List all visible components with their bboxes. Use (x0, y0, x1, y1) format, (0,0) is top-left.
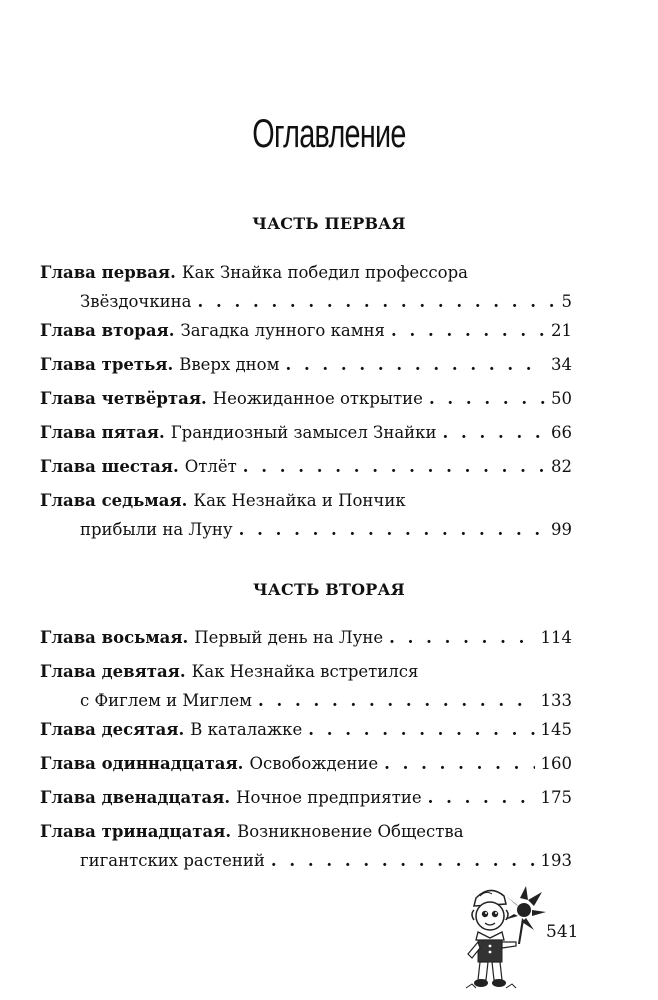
dot-leader (428, 783, 535, 812)
flower-icon (504, 886, 546, 944)
toc-entry[interactable] (40, 783, 572, 812)
chapter-label: Глава десятая. (40, 720, 185, 739)
chapter-label: Глава вторая. (40, 321, 175, 340)
toc-entry[interactable] (40, 657, 572, 715)
part-heading: ЧАСТЬ ПЕРВАЯ (252, 214, 406, 233)
page-folio: 541 (546, 922, 579, 942)
chapter-label: Глава девятая. (40, 662, 186, 681)
toc-entry[interactable] (40, 384, 572, 413)
chapter-label: Глава седьмая. (40, 491, 188, 510)
toc-entry[interactable] (40, 452, 572, 481)
chapter-title: Вверх дном (179, 355, 280, 374)
toc-entry[interactable] (40, 418, 572, 447)
neznaika-figure-icon (462, 884, 548, 992)
page-number: 82 (551, 457, 572, 476)
dot-leader (197, 287, 555, 316)
page-number: 133 (540, 691, 572, 710)
page-number: 160 (540, 754, 572, 773)
dot-leader (258, 686, 534, 715)
page-title: Оглавление (252, 112, 406, 156)
chapter-title: Отлёт (184, 457, 237, 476)
page-number: 99 (551, 520, 572, 539)
dot-leader (243, 452, 545, 481)
chapter-title: Неожиданное открытие (212, 389, 423, 408)
chapter-title: Грандиозный замысел Знайки (170, 423, 437, 442)
page-number: 145 (540, 720, 572, 739)
toc-entry[interactable] (40, 350, 572, 379)
page-number: 5 (561, 292, 572, 311)
dot-leader (384, 749, 534, 778)
dot-leader (442, 418, 545, 447)
page-number: 66 (551, 423, 572, 442)
dot-leader (429, 384, 545, 413)
chapter-title: Как Знайка победил профессора (181, 263, 468, 282)
chapter-title: Первый день на Луне (194, 628, 384, 647)
page-number: 175 (540, 788, 572, 807)
dot-leader (271, 846, 535, 875)
chapter-title: Освобождение (249, 754, 379, 773)
toc-entry[interactable] (40, 715, 572, 744)
page-number: 34 (551, 355, 572, 374)
toc-entry[interactable] (40, 623, 572, 652)
toc-entry[interactable] (40, 749, 572, 778)
dot-leader (308, 715, 534, 744)
page-number: 21 (551, 321, 572, 340)
page-number: 114 (540, 628, 572, 647)
chapter-label: Глава тринадцатая. (40, 822, 232, 841)
toc-entry[interactable] (40, 817, 572, 875)
chapter-label: Глава четвёртая. (40, 389, 207, 408)
chapter-title: Как Незнайка и Пончик (193, 491, 406, 510)
dot-leader (239, 515, 545, 544)
toc-entry[interactable] (40, 316, 572, 345)
dot-leader (389, 623, 534, 652)
chapter-title: Как Незнайка встретился (191, 662, 419, 681)
chapter-title-continuation: прибыли на Луну (80, 520, 233, 539)
chapter-label: Глава одиннадцатая. (40, 754, 244, 773)
chapter-label: Глава первая. (40, 263, 176, 282)
part-heading: ЧАСТЬ ВТОРАЯ (253, 580, 405, 599)
chapter-title: Загадка лунного камня (180, 321, 385, 340)
page-number: 50 (551, 389, 572, 408)
chapter-title-continuation: с Фиглем и Миглем (80, 691, 253, 710)
chapter-label: Глава третья. (40, 355, 174, 374)
dot-leader (285, 350, 545, 379)
chapter-title: В каталажке (190, 720, 303, 739)
chapter-title: Возникновение Общества (237, 822, 464, 841)
chapter-label: Глава пятая. (40, 423, 165, 442)
chapter-title: Ночное предприятие (236, 788, 422, 807)
chapter-title-continuation: Звёздочкина (80, 292, 192, 311)
dot-leader (391, 316, 545, 345)
chapter-label: Глава восьмая. (40, 628, 189, 647)
chapter-label: Глава шестая. (40, 457, 179, 476)
chapter-label: Глава двенадцатая. (40, 788, 231, 807)
toc-entry[interactable] (40, 486, 572, 544)
toc-entry[interactable] (40, 258, 572, 316)
chapter-title-continuation: гигантских растений (80, 851, 265, 870)
page-number: 193 (540, 851, 572, 870)
